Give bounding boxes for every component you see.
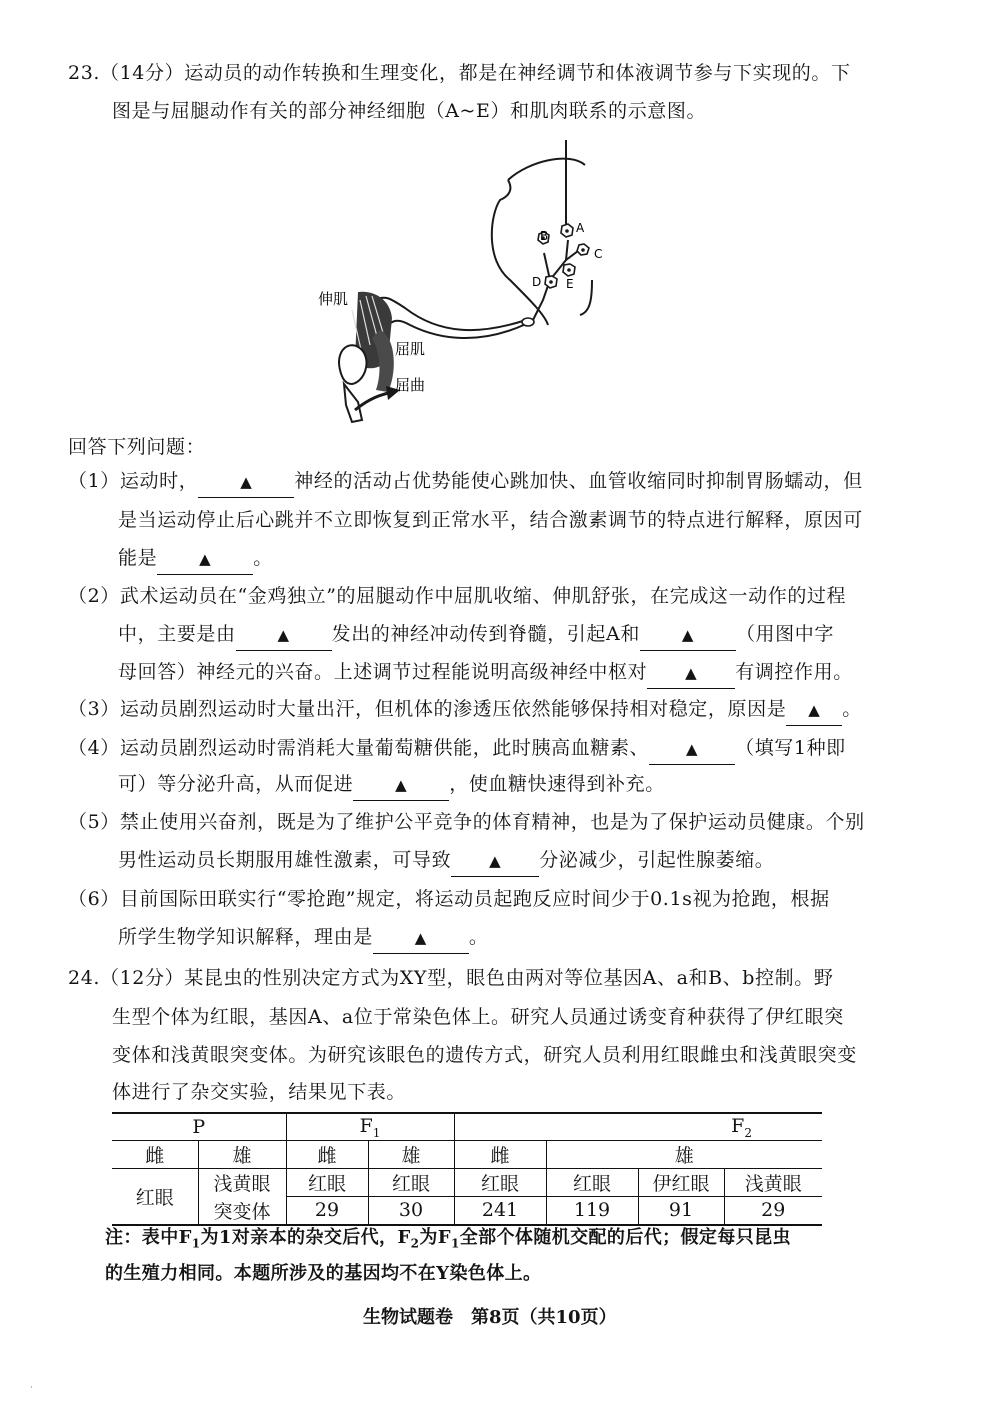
- note-line1: 注：表中$F_1$为1对亲本的杂交后代，$F_2$为$F_1$全部个体随机交配的后代；假定每只昆虫: [105, 1227, 791, 1251]
- answer-blank[interactable]: ▲: [157, 543, 253, 575]
- f2-male-yellow-phenotype: 浅黄眼: [724, 1169, 822, 1197]
- sub6-line1: （6）目前国际田联实行“零抢跑”规定，将运动员起跑反应时间少于0.1s视为抢跑，根据: [68, 888, 830, 910]
- sub2-line2: 中，主要是由 ▲ 发出的神经冲动传到脊髓，引起A和 ▲ （用图中字: [118, 619, 834, 651]
- label-a: A: [576, 221, 585, 235]
- label-flex: 屈曲: [395, 376, 426, 394]
- f1-female-header: 雌: [286, 1141, 368, 1169]
- p-male-phenotype-line2: 突变体: [198, 1197, 286, 1225]
- q24-line3: 变体和浅黄眼突变体。为研究该眼色的遗传方式，研究人员利用红眼雌虫和浅黄眼突变: [112, 1044, 857, 1066]
- label-flexor: 屈肌: [395, 340, 426, 358]
- cross-result-table: [112, 1112, 822, 1226]
- p-male-phenotype: 浅黄眼: [198, 1169, 286, 1197]
- header-f2: $F_2$: [731, 1114, 752, 1140]
- f2-male-eosin-phenotype: 伊红眼: [638, 1169, 724, 1197]
- label-b: B: [540, 229, 549, 243]
- sub2-line1: （2）武术运动员在“金鸡独立”的屈腿动作中屈肌收缩、伸肌舒张，在完成这一动作的过程: [68, 585, 847, 607]
- label-c: C: [594, 247, 603, 261]
- answer-blank[interactable]: ▲: [786, 694, 842, 726]
- sub3-line1: （3）运动员剧烈运动时大量出汗，但机体的渗透压依然能够保持相对稳定，原因是 ▲ 。: [68, 694, 862, 726]
- f1-female-count: 29: [286, 1197, 368, 1225]
- q24-line1: 24.（12分）某昆虫的性别决定方式为XY型，眼色由两对等位基因A、a和B、b控制。野: [68, 967, 834, 989]
- answer-blank[interactable]: ▲: [649, 733, 735, 765]
- f2-male-red-count: 119: [546, 1197, 638, 1225]
- sub4-line1: （4）运动员剧烈运动时需消耗大量葡萄糖供能，此时胰高血糖素、 ▲ （填写1种即: [68, 733, 846, 765]
- p-male-header: 雄: [198, 1141, 286, 1169]
- sub5-line2: 男性运动员长期服用雄性激素，可导致 ▲ 分泌减少，引起性腺萎缩。: [118, 845, 774, 877]
- nerve-to-extensor: [375, 298, 526, 330]
- f2-male-header: 雄: [674, 1145, 694, 1167]
- header-p: P: [112, 1113, 286, 1141]
- scan-speck: ·: [30, 1383, 33, 1393]
- sub6-line2: 所学生物学知识解释，理由是 ▲ 。: [118, 922, 488, 954]
- f1-female-phenotype: 红眼: [286, 1169, 368, 1197]
- label-e: E: [566, 277, 574, 291]
- label-d: D: [532, 275, 542, 289]
- q23-line1: 23.（14分）运动员的动作转换和生理变化，都是在神经调节和体液调节参与下实现的。下: [68, 62, 851, 84]
- q23-line2: 图是与屈腿动作有关的部分神经细胞（A~E）和肌肉联系的示意图。: [112, 100, 707, 122]
- sub1-line2: 是当运动停止后心跳并不立即恢复到正常水平，结合激素调节的特点进行解释，原因可: [118, 509, 863, 531]
- p-female-phenotype: 红眼: [112, 1169, 198, 1225]
- f2-female-phenotype: 红眼: [454, 1169, 546, 1197]
- answer-blank[interactable]: ▲: [198, 466, 294, 498]
- f1-male-count: 30: [368, 1197, 454, 1225]
- spinal-cord-outline: [492, 180, 548, 325]
- answer-blank[interactable]: ▲: [236, 619, 332, 651]
- answer-blank[interactable]: ▲: [647, 657, 735, 689]
- sub2-line3: 母回答）神经元的兴奋。上述调节过程能说明高级神经中枢对 ▲ 有调控作用。: [118, 657, 853, 689]
- note-line2: 的生殖力相同。本题所涉及的基因均不在Y染色体上。: [105, 1263, 542, 1284]
- f2-female-count: 241: [454, 1197, 546, 1225]
- f1-male-header: 雄: [368, 1141, 454, 1169]
- answer-heading: 回答下列问题：: [68, 436, 206, 458]
- f2-male-eosin-count: 91: [638, 1197, 724, 1225]
- q24-line2: 生型个体为红眼，基因A、a位于常染色体上。研究人员通过诱变育种获得了伊红眼突: [112, 1006, 844, 1028]
- f2-female-header: 雌: [454, 1141, 546, 1169]
- f1-male-phenotype: 红眼: [368, 1169, 454, 1197]
- sub1-line1: （1）运动时， ▲ 神经的活动占优势能使心跳加快、血管收缩同时抑制胃肠蠕动，但: [68, 466, 863, 498]
- f2-male-yellow-count: 29: [761, 1199, 786, 1222]
- answer-blank[interactable]: ▲: [353, 769, 449, 801]
- sub5-line1: （5）禁止使用兴奋剂，既是为了维护公平竞争的体育精神，也是为了保护运动员健康。个别: [68, 811, 865, 833]
- answer-blank[interactable]: ▲: [451, 845, 539, 877]
- answer-blank[interactable]: ▲: [373, 922, 469, 954]
- q24-line4: 体进行了杂交实验，结果见下表。: [112, 1081, 407, 1103]
- sub1-line3: 能是 ▲ 。: [118, 543, 273, 575]
- answer-blank[interactable]: ▲: [640, 619, 736, 651]
- leg-muscles: [339, 292, 400, 422]
- p-female-header: 雌: [112, 1141, 198, 1169]
- f2-male-red-phenotype: 红眼: [546, 1169, 638, 1197]
- nerve-muscle-diagram: [300, 140, 620, 425]
- sub4-line2: 可）等分泌升高，从而促进 ▲ ，使血糖快速得到补充。: [118, 769, 665, 801]
- page-footer: 生物试题卷 第8页（共10页）: [363, 1307, 617, 1328]
- label-extensor: 伸肌: [318, 290, 349, 308]
- header-f1: $F_1$: [286, 1113, 454, 1141]
